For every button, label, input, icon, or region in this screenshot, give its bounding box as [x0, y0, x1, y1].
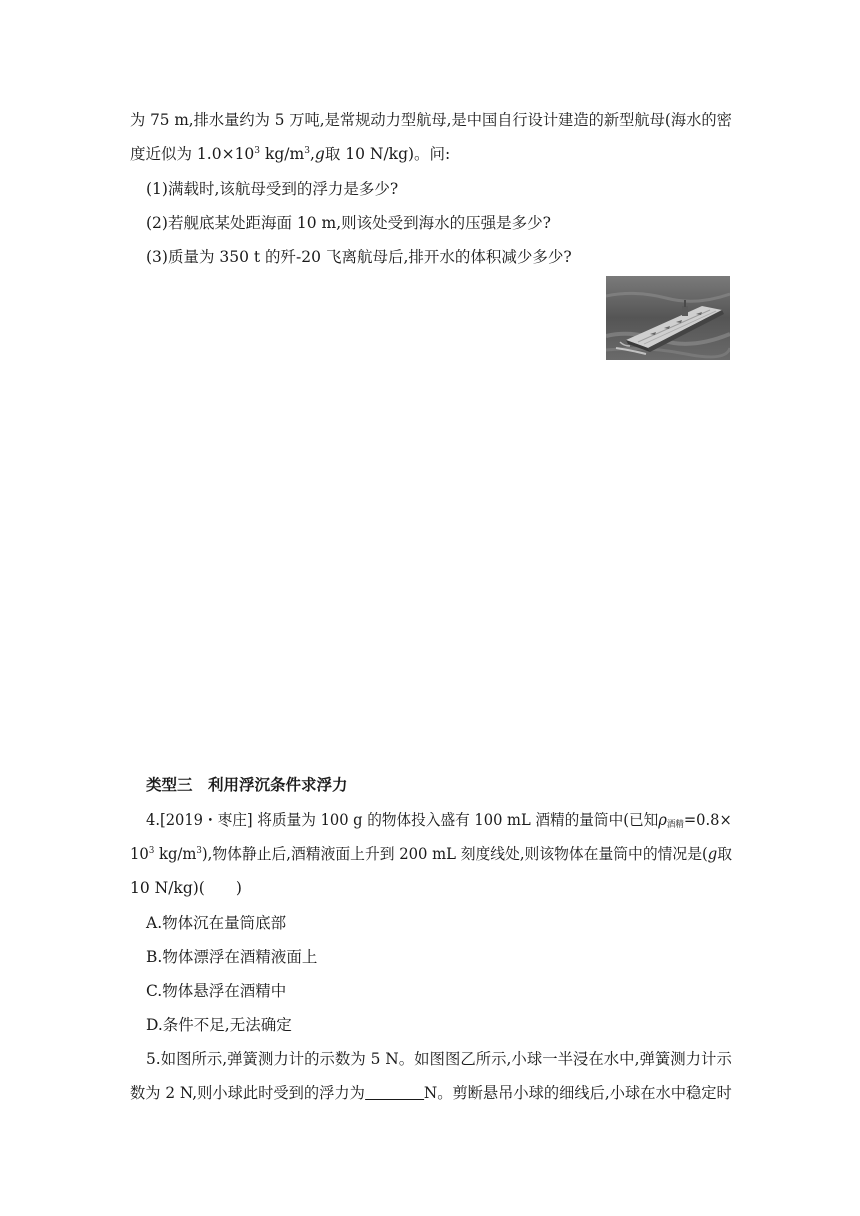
q4-line2-part-b: kg/m [154, 845, 197, 863]
q5-answer-blank[interactable] [365, 1085, 424, 1100]
q4-option-d-text: D.条件不足,无法确定 [146, 1016, 292, 1034]
q3-sub2-text: (2)若舰底某处距海面 10 m,则该处受到海水的压强是多少? [146, 214, 551, 232]
q4-option-a[interactable] [146, 913, 286, 933]
q4-rho-symbol: ρ [658, 811, 667, 829]
q4-line2-sup1: 3 [148, 846, 155, 856]
q5-line2-part-b: N。剪断悬吊小球的细线后,小球在水中稳定时 [423, 1084, 732, 1102]
q3-sub3 [146, 247, 572, 267]
q5-text-line2 [130, 1083, 732, 1103]
q4-line3-text: 10 N/kg)( ) [130, 879, 242, 897]
q4-text-line1 [146, 810, 732, 830]
q4-line2-part-a: 10 [130, 845, 149, 863]
section-heading-text: 类型三 利用浮沉条件求浮力 [146, 776, 348, 794]
aircraft-carrier-illustration [606, 276, 730, 360]
q4-line2-sup2: 3 [196, 846, 202, 856]
q3-line2-part-a: 度近似为 1.0×10 [130, 145, 255, 163]
q3-line1-text: 为 75 m,排水量约为 5 万吨,是常规动力型航母,是中国自行设计建造的新型航母(海水的密 [130, 111, 732, 129]
q4-option-d[interactable] [146, 1015, 292, 1035]
section-heading [146, 775, 348, 795]
q3-text-line1 [130, 110, 732, 130]
q3-sub1-text: (1)满载时,该航母受到的浮力是多少? [146, 180, 399, 198]
q3-sub1 [146, 179, 398, 199]
q3-text-line2 [130, 144, 450, 164]
q3-line2-part-c: , [309, 145, 315, 163]
q5-line1-text: 5.如图所示,弹簧测力计的示数为 5 N。如图图乙所示,小球一半浸在水中,弹簧测力计示 [146, 1050, 732, 1068]
q4-line1-part-a: 4.[2019・枣庄] 将质量为 100 g 的物体投入盛有 100 mL 酒精的量筒中(已知 [146, 811, 659, 829]
q4-line2-part-d: 取 [717, 845, 733, 863]
q5-text-line1 [146, 1049, 732, 1069]
q4-line2-part-c: ),物体静止后,酒精液面上升到 200 mL 刻度线处,则该物体在量筒中的情况是( [201, 845, 708, 863]
q3-line2-part-b: kg/m [260, 145, 305, 163]
q4-line2-g: g [707, 845, 718, 863]
q4-rho-subscript: 酒精 [666, 820, 684, 830]
q4-line1-part-b: =0.8× [683, 811, 732, 829]
q3-line2-sup1: 3 [254, 146, 261, 156]
q4-option-b-text: B.物体漂浮在酒精液面上 [146, 948, 318, 966]
q4-text-line3 [130, 878, 242, 898]
q4-option-b[interactable] [146, 947, 317, 967]
q5-line2-part-a: 数为 2 N,则小球此时受到的浮力为 [130, 1084, 365, 1102]
aircraft-carrier-image [606, 276, 730, 360]
q4-option-c-text: C.物体悬浮在酒精中 [146, 982, 287, 1000]
q3-line2-sup2: 3 [304, 146, 310, 156]
q3-sub3-text: (3)质量为 350 t 的歼-20 飞离航母后,排开水的体积减少多少? [146, 248, 572, 266]
q4-text-line2 [130, 844, 732, 864]
q3-sub2 [146, 213, 551, 233]
q4-option-a-text: A.物体沉在量筒底部 [146, 914, 287, 932]
q3-line2-part-d: 取 10 N/kg)。问: [324, 145, 451, 163]
q3-line2-g: g [314, 145, 325, 163]
q4-option-c[interactable] [146, 981, 286, 1001]
